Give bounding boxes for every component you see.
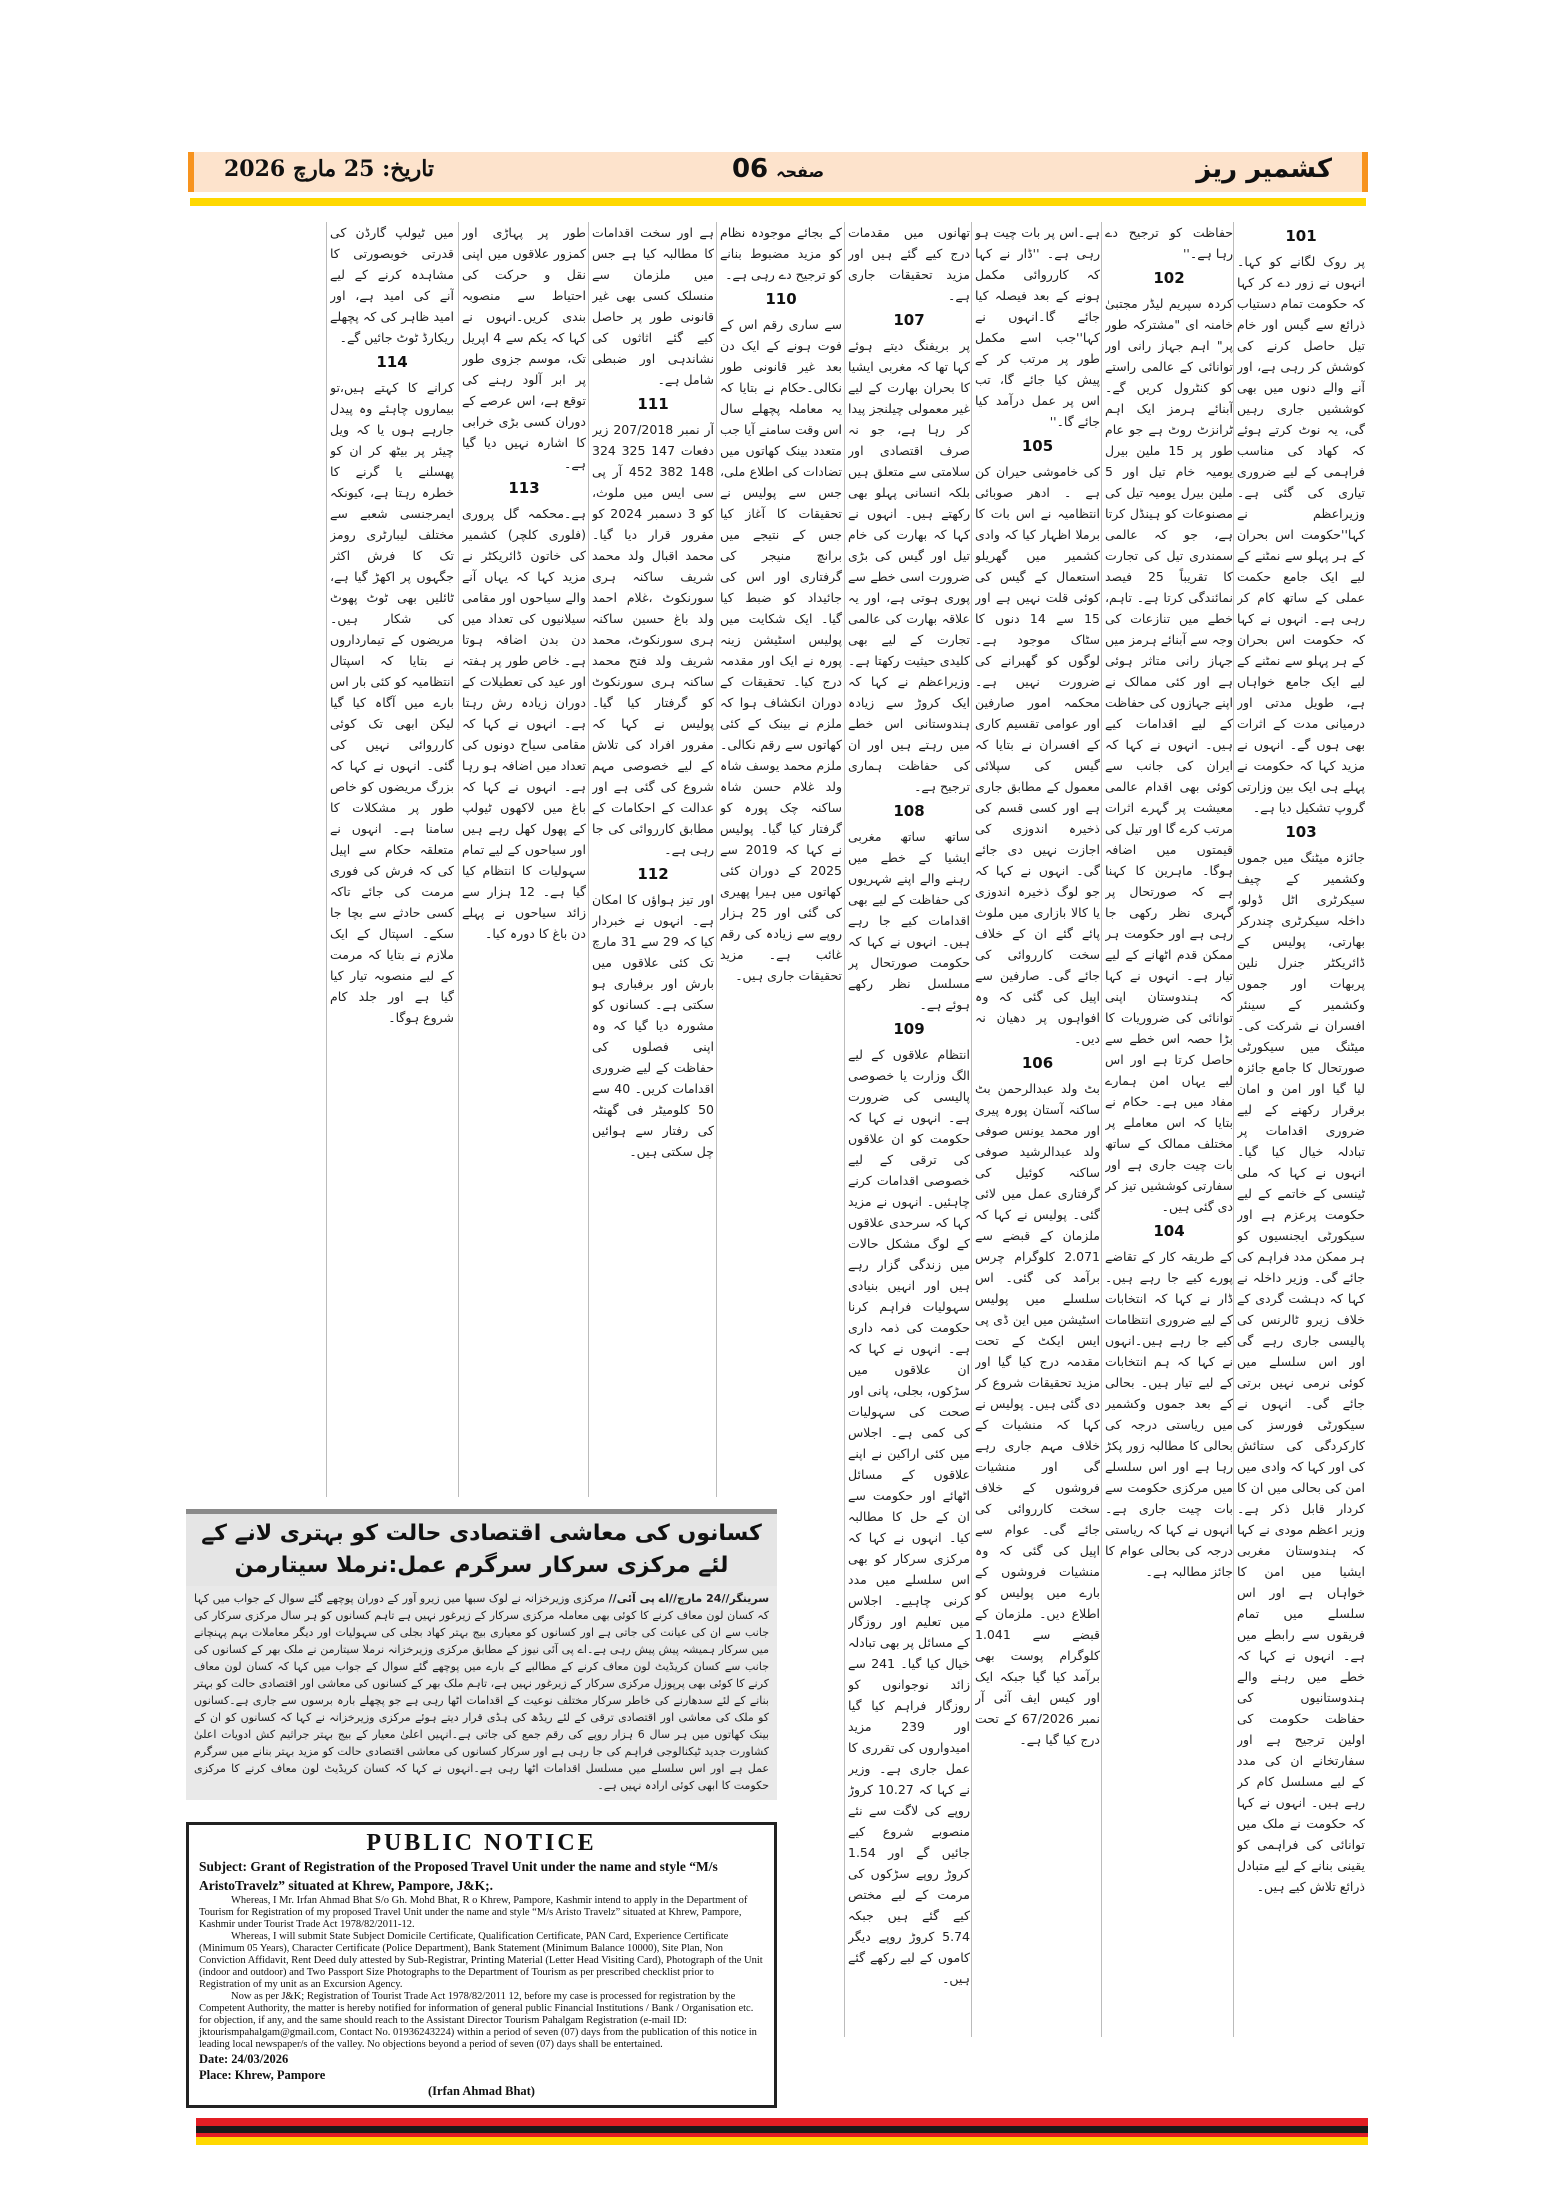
page-number (732, 154, 824, 184)
news-column (848, 222, 970, 2037)
news-column (330, 222, 454, 1497)
article-text: کے طریقہ کار کے تقاضے پورے کیے جا رہے ہیں۔ڈار نے کہا کہ انتخابات کے لیے ضروری انتظامات کیے جا رہے ہیں۔انہوں نے کہا کہ ہم انتخابات کے لیے تیار ہیں۔ بحالی کے بعد جموں وکشمیر میں ریاستی درجہ کی بحالی کا مطالبہ زور پکڑ رہا ہے اور اس سلسلے میں مرکزی حکومت سے بات چیت جاری ہے۔ انہوں نے کہا کہ ریاستی درجہ کی بحالی عوام کا جائز مطالبہ ہے۔ (1105, 1249, 1233, 1579)
lead-headline: کسانوں کی معاشی اقتصادی حالت کو بہتری لانے کے لئے مرکزی سرکار سرگرم عمل:نرملا سیتارمن (186, 1509, 777, 1586)
public-notice (186, 1822, 777, 2108)
news-column (720, 222, 842, 1497)
article-text: پر بریفنگ دیتے ہوئے کہا تھا کہ مغربی ایشیا کا بحران بھارت کے لیے غیر معمولی چیلنجز پیدا کر رہا ہے، جو نہ صرف اقتصادی اور سلامتی سے متعلق ہیں بلکہ انسانی پہلو بھی رکھتے ہیں۔ انہوں نے کہا کہ بھارت کی خام تیل اور گیس کی بڑی ضرورت اسی خطے سے پوری ہوتی ہے، اور یہ علاقہ بھارت کی عالمی تجارت کے لیے بھی کلیدی حیثیت رکھتا ہے۔ وزیراعظم نے کہا کہ ایک کروڑ سے زیادہ ہندوستانی اس خطے میں رہتے ہیں اور ان کی حفاظت ہماری ترجیح ہے۔ (848, 338, 970, 794)
notice-place: Place: Khrew, Pampore (199, 2068, 326, 2082)
article-number: 112 (637, 865, 669, 883)
column-divider (588, 222, 589, 1497)
article-number: 101 (1285, 227, 1317, 245)
article-text: جائزہ میٹنگ میں جموں وکشمیر کے چیف سیکرٹری اٹل ڈولو، داخلہ سیکرٹری چندرکر بھارتی، پولیس کے ڈائریکٹر جنرل نلین پربھات اور جموں وکشمیر کے سینئر افسران نے شرکت کی۔ میٹنگ میں سیکورٹی صورتحال کا جامع جائزہ لیا گیا اور امن و امان برقرار رکھنے کے لیے ضروری اقدامات پر تبادلہ خیال کیا گیا۔ انہوں نے کہا کہ ملی ٹینسی کے خاتمے کے لیے حکومت پرعزم ہے اور سیکورٹی ایجنسیوں کو ہر ممکن مدد فراہم کی جائے گی۔ وزیر داخلہ نے کہا کہ دہشت گردی کے خلاف زیرو ٹالرنس کی پالیسی جاری رہے گی اور اس سلسلے میں کوئی نرمی نہیں برتی جائے گی۔ انہوں نے سیکورٹی فورسز کی کارکردگی کی ستائش کی اور کہا کہ وادی میں امن کی بحالی میں ان کا کردار قابل ذکر ہے۔ وزیر اعظم مودی نے کہا کہ ہندوستان مغربی ایشیا میں امن کا خواہاں ہے اور اس سلسلے میں تمام فریقوں سے رابطے میں ہے۔ انہوں نے کہا کہ خطے میں رہنے والے ہندوستانیوں کی حفاظت حکومت کی اولین ترجیح ہے اور سفارتخانے ان کی مدد کے لیے مسلسل کام کر رہے ہیں۔ انہوں نے کہا کہ حکومت نے ملک میں توانائی کی فراہمی کو یقینی بنانے کے لیے متبادل ذرائع تلاش کیے ہیں۔ (1237, 850, 1365, 1894)
article-number: 114 (376, 353, 408, 371)
article-text: کے بجائے موجودہ نظام کو مزید مضبوط بنانے کو ترجیح دے رہی ہے۔ (720, 225, 842, 282)
header-divider (190, 198, 1366, 206)
notice-paragraph: Whereas, I will submit State Subject Domicile Certificate, Qualification Certificate, PAN Card, Experience Certificate (Minimum 05 Years), Character Certificate (Police Department), Bank Statement (Minimum Balance 10000), Site Plan, Non Conviction Affidavit, Rent Deed duly attested by Sub-Registrar, Printing Material (Letter Head Visiting Card), Photograph of the Unit (indoor and outdoor) and Two Passport Size Photographs to the Department of Tourism as per prescribed checklist prior to Registration of my unit as an Excursion Agency. (199, 1931, 763, 1990)
lead-and-notice-section (186, 1509, 777, 2108)
notice-signature: (Irfan Ahmad Bhat) (428, 2084, 535, 2098)
news-column (462, 222, 586, 1497)
notice-paragraph: Whereas, I Mr. Irfan Ahmad Bhat S/o Gh. Mohd Bhat, R o Khrew, Pampore, Kashmir intend to apply in the Department of Tourism for Registration of my proposed Travel Unit under the name and style “M/s Aristo Travelz” situated at Khrew, Pampore, Kashmir under Tourist Trade Act 1978/82/2011-12. (199, 1895, 748, 1930)
article-text: ساتھ ساتھ مغربی ایشیا کے خطے میں رہنے والے اپنے شہریوں کی حفاظت کے لیے بھی اقدامات کیے جا رہے ہیں۔ انہوں نے کہا کہ حکومت صورتحال پر مسلسل نظر رکھے ہوئے ہے۔ (848, 829, 970, 1012)
news-column (1237, 222, 1365, 2037)
article-number: 109 (893, 1020, 925, 1038)
article-number: 106 (1021, 1054, 1054, 1072)
column-divider (716, 222, 717, 1497)
page-header (188, 152, 1368, 192)
column-divider (326, 222, 327, 1497)
article-number: 110 (765, 290, 797, 308)
article-number: 111 (637, 395, 669, 413)
article-text: میں ٹیولپ گارڈن کی قدرتی خوبصورتی کا مشاہدہ کرنے کے لیے آنے کی امید ہے، اور امید ظاہر کی کہ پچھلے ریکارڈ ٹوٹ جائیں گے۔ (330, 225, 454, 345)
lead-story-body (186, 1586, 777, 1800)
footer-stripe-black (196, 2126, 1368, 2133)
footer-stripes (196, 2118, 1368, 2145)
lead-dateline: سرینگر//24 مارچ//اے پی آئی// (608, 1592, 770, 1605)
notice-paragraph: Now as per J&K; Registration of Tourist Trade Act 1978/82/2011 12, before my case is processed for registration by the Competent Authority, the matter is hereby notified for information of general public Financial Institutions / Bank / Organisation etc. for objection, if any, and the same should reach to the Assistant Director Tourism Pahalgam Registration (e-mail ID: jktourismpahalgam@gmail.com, Contact No. 01936243224) within a period of seven (07) days from the publication of this notice in leading local newspaper/s of the valley. No objections beyond a period of seven (07) days shall be entertained. (199, 1991, 757, 2050)
column-divider (1233, 222, 1234, 2037)
newspaper-name: کشمیر ریز (1196, 154, 1332, 184)
lead-body-text: مرکزی وزیرخزانہ نے لوک سبھا میں زیرو آور کے دوران پوچھے گئے سوال کے جواب میں کہا کہ کسان لون معاف کرنے کا کوئی بھی معاملہ مرکزی سرکار کے زیرغور نہیں ہے تاہم کسانوں کو ہر سال مرکزی سرکار کی جانب سے ان کی عیانت کی جاتی ہے اور کسانوں کو معیاری بیج بہتر کھاد بجلی کی سہولیات اور دیگر معاملات بہم پہنچانے میں سرکار ہمیشہ پیش پیش رہی ہے۔اے پی آئی نیوز کے مطابق مرکزی وزیرخزانہ نرملا سیتارمن نے ملک بھر کے کسانوں کی جانب سے کسان کریڈیٹ لون معاف کرنے کے مطالبے کے بارے میں پوچھے گئے سوال کے جواب میں کہا کہ کسان لون معاف کرنے کا کوئی بھی پرپوزل مرکزی سرکار کے زیرغور نہیں ہے، تاہم ملک بھر کے کسانوں کی معاشی اور اقتصادی حالت کو بہتر بنانے کے لئے سدھارنے کی خاطر سرکار مختلف نوعیت کے اقدامات اٹھا رہی ہے جو پچھلے بارہ برسوں سے جاری ہے۔کسانوں کو ملک کی معاشی اور اقتصادی ترقی کے لئے ریڈھ کی ہڈی قرار دیتے ہوئے مرکزی وزیرخزانہ نے کہا کہ کسانوں کو ان کے بینک کھاتوں میں ہر سال 6 ہزار روپے کی رقم جمع کی جاتی ہے۔انہیں اعلیٰ معیار کے بیج بہتر جراثیم کش ادویات اعلیٰ کشاورت جدید ٹیکنالوجی فراہم کی جا رہی ہے اور سرکار کسانوں کی معاشی اقتصادی حالت کو مزید بہتر بنانے میں سرگرم عمل ہے اور اس سلسلے میں مسلسل اقدامات اٹھا رہی ہے۔انہوں نے کہا کہ کسان کریڈیٹ لون معاف کرنے کا مرکزی حکومت کا ابھی کوئی ارادہ نہیں ہے۔ (194, 1592, 769, 1792)
page-number-value: 06 (731, 154, 769, 184)
footer-stripe-red (196, 2118, 1368, 2126)
article-text: ہے اور سخت اقدامات کا مطالبہ کیا ہے جس میں ملزمان سے منسلک کسی بھی غیر قانونی طور پر حاصل کیے گئے اثاثوں کی نشاندہی اور ضبطی شامل ہے۔ (592, 225, 714, 387)
article-number: 108 (893, 802, 925, 820)
article-text: اور تیز ہواؤں کا امکان ہے۔ انہوں نے خبردار کیا کہ 29 سے 31 مارچ تک کئی علاقوں میں بارش اور برفباری ہو سکتی ہے۔ کسانوں کو مشورہ دیا گیا کہ وہ اپنی فصلوں کی حفاظت کے لیے ضروری اقدامات کریں۔ 40 سے 50 کلومیٹر فی گھنٹہ کی رفتار سے ہوائیں چل سکتی ہیں۔ (592, 892, 714, 1159)
column-divider (458, 222, 459, 1497)
article-text: بٹ ولد عبدالرحمن بٹ ساکنہ آستان پورہ پیری اور محمد یونس صوفی ولد عبدالرشید صوفی ساکنہ کوئیل کی گرفتاری عمل میں لائی گئی۔ پولیس نے کہا کہ ملزمان کے قبضے سے 2.071 کلوگرام چرس برآمد کی گئی۔ اس سلسلے میں پولیس اسٹیشن میں این ڈی پی ایس ایکٹ کے تحت مقدمہ درج کیا گیا اور مزید تحقیقات شروع کر دی گئی ہیں۔ پولیس نے کہا کہ منشیات کے خلاف مہم جاری رہے گی اور منشیات فروشوں کے خلاف سخت کارروائی کی جائے گی۔ عوام سے اپیل کی گئی کہ وہ منشیات فروشوں کے بارے میں پولیس کو اطلاع دیں۔ ملزمان کے قبضے سے 1.041 کلوگرام پوست بھی برآمد کیا گیا جبکہ ایک اور کیس ایف آئی آر نمبر 67/2026 کے تحت درج کیا گیا ہے۔ (975, 1081, 1100, 1747)
notice-date: Date: 24/03/2026 (199, 2052, 289, 2066)
article-number: 105 (1021, 437, 1054, 455)
article-number: 104 (1153, 1222, 1185, 1240)
article-number: 113 (508, 479, 540, 497)
article-text: ہے۔محکمہ گل پروری (فلوری کلچر) کشمیر کی خاتون ڈائریکٹر نے مزید کہا کہ یہاں آنے والے سیاحوں اور مقامی سیلانیوں کی تعداد میں دن بدن اضافہ ہوتا ہے۔ خاص طور پر ہفتہ اور عید کی تعطیلات کے دوران زیادہ رش رہتا ہے۔ انہوں نے کہا کہ مقامی سیاح دونوں کی تعداد میں اضافہ ہو رہا ہے۔ انہوں نے کہا کہ باغ میں لاکھوں ٹیولپ کے پھول کھل رہے ہیں اور سیاحوں کے لیے تمام سہولیات کا انتظام کیا گیا ہے۔ 12 ہزار سے زائد سیاحوں نے پہلے دن باغ کا دورہ کیا۔ (462, 506, 586, 941)
article-number: 102 (1153, 269, 1185, 287)
article-text: انتظام علاقوں کے لیے الگ وزارت یا خصوصی پالیسی کی ضرورت ہے۔ انہوں نے کہا کہ حکومت کو ان علاقوں کی ترقی کے لیے خصوصی اقدامات کرنے چاہئیں۔ انہوں نے مزید کہا کہ سرحدی علاقوں کے لوگ مشکل حالات میں زندگی گزار رہے ہیں اور انہیں بنیادی سہولیات فراہم کرنا حکومت کی ذمہ داری ہے۔ انہوں نے کہا کہ ان علاقوں میں سڑکوں، بجلی، پانی اور صحت کی سہولیات کی کمی ہے۔ اجلاس میں کئی اراکین نے اپنے علاقوں کے مسائل اٹھائے اور حکومت سے ان کے حل کا مطالبہ کیا۔ انہوں نے کہا کہ مرکزی سرکار کو بھی اس سلسلے میں مدد کرنی چاہیے۔ اجلاس میں تعلیم اور روزگار کے مسائل پر بھی تبادلہ خیال کیا گیا۔ 241 سے زائد نوجوانوں کو روزگار فراہم کیا گیا اور 239 مزید امیدواروں کی تقرری کا عمل جاری ہے۔ وزیر نے کہا کہ 10.27 کروڑ روپے کی لاگت سے نئے منصوبے شروع کیے جائیں گے اور 1.54 کروڑ روپے سڑکوں کی مرمت کے لیے مختص کیے گئے ہیں جبکہ 5.74 کروڑ روپے دیگر کاموں کے لیے رکھے گئے ہیں۔ (848, 1047, 970, 1986)
article-number: 107 (893, 311, 925, 329)
news-column (1105, 222, 1233, 2037)
column-divider (844, 222, 845, 2037)
news-column (975, 222, 1100, 2037)
article-text: پر روک لگانے کو کہا۔انہوں نے زور دے کر کہا کہ حکومت تمام دستیاب ذرائع سے گیس اور خام تیل حاصل کرنے کی کوشش کر رہی ہے، اور آنے والے دنوں میں بھی کوششیں جاری رہیں گی، یہ نوٹ کرتے ہوئے کہ کھاد کی مناسب فراہمی کے لیے ضروری تیاری کی گئی ہے۔وزیراعظم نے کہا''حکومت اس بحران کے ہر پہلو سے نمٹنے کے لیے ایک جامع حکمت عملی کے ساتھ کام کر رہی ہے۔ انہوں نے کہا کہ حکومت اس بحران کے ہر پہلو سے نمٹنے کے لیے ایک جامع خواہاں ہے، طویل مدتی اور درمیانی مدت کے اثرات بھی ہوں گے۔ انہوں نے مزید کہا کہ حکومت نے پہلے ہی ایک بین وزارتی گروپ تشکیل دیا ہے۔ (1237, 254, 1365, 815)
article-text: آر نمبر 207/2018 زیر دفعات 147 325 324 148 382 452 آر پی سی ایس میں ملوث، کو 3 دسمبر 2024 کو مفرور قرار دیا گیا۔محمد اقبال ولد محمد شریف ساکنہ ہری سورنکوٹ ،غلام احمد ولد باغ حسین ساکنہ ہری سورنکوٹ، محمد شریف ولد فتح محمد ساکنہ ہری سورنکوٹ کو گرفتار کیا گیا۔ پولیس نے کہا کہ مفرور افراد کی تلاش کے لیے خصوصی مہم شروع کی گئی ہے اور عدالت کے احکامات کے مطابق کارروائی کی جا رہی ہے۔ (592, 422, 714, 857)
column-divider (1101, 222, 1102, 2037)
article-number: 103 (1285, 823, 1317, 841)
notice-subject: Subject: Grant of Registration of the Proposed Travel Unit under the name and style “M/s AristoTravelz” situated at Khrew, Pampore, J&K;. (199, 1859, 718, 1893)
article-text: حفاظت کو ترجیح دے رہا ہے۔'' (1105, 225, 1233, 261)
article-text: کرانے کا کہتے ہیں،تو بیماروں چاہئے وہ پیدل جارہے ہوں یا کہ ویل چیئر پر بیٹھ کر ان کو پھسلنے یا گرنے کا خطرہ رہتا ہے، کیونکہ ایمرجنسی شعبے سے مختلف لیبارٹری رومز تک کا فرش اکثر جگہوں پر اکھڑ گیا ہے، ٹائلیں بھی ٹوٹ پھوٹ کی شکار ہیں۔ مریضوں کے تیمارداروں نے بتایا کہ اسپتال انتظامیہ کو کئی بار اس بارے میں آگاہ کیا گیا لیکن ابھی تک کوئی کارروائی نہیں کی گئی۔ انہوں نے کہا کہ بزرگ مریضوں کو خاص طور پر مشکلات کا سامنا ہے۔ انہوں نے متعلقہ حکام سے اپیل کی کہ فرش کی فوری مرمت کی جائے تاکہ کسی حادثے سے بچا جا سکے۔ اسپتال کے ایک ملازم نے بتایا کہ مرمت کے لیے منصوبہ تیار کیا گیا ہے اور جلد کام شروع ہوگا۔ (330, 380, 454, 1025)
news-column (592, 222, 714, 1497)
article-text: کردہ سپریم لیڈر مجتبیٰ خامنہ ای "مشترکہ طور پر" اہم جہاز رانی اور توانائی کے عالمی راستے کو کنٹرول کریں گے۔ آبنائے ہرمز ایک اہم ٹرانزٹ روٹ ہے جو عام طور پر 15 ملین بیرل یومیہ خام تیل اور 5 ملین بیرل یومیہ تیل کی مصنوعات کو ہینڈل کرتا ہے، جو کہ عالمی سمندری تیل کی تجارت کا تقریباً 25 فیصد نمائندگی کرتا ہے۔ تاہم، خطے میں تنازعات کی وجہ سے آبنائے ہرمز میں جہاز رانی متاثر ہوئی ہے اور کئی ممالک نے اپنے جہازوں کی حفاظت کے لیے اقدامات کیے ہیں۔ انہوں نے کہا کہ ایران کی جانب سے کوئی بھی اقدام عالمی معیشت پر گہرے اثرات مرتب کرے گا اور تیل کی قیمتوں میں اضافہ ہوگا۔ ماہرین کا کہنا ہے کہ صورتحال پر گہری نظر رکھی جا رہی ہے اور حکومت ہر ممکن قدم اٹھانے کے لیے تیار ہے۔ انہوں نے کہا کہ ہندوستان اپنی توانائی کی ضروریات کا بڑا حصہ اس خطے سے حاصل کرتا ہے اور اس لیے یہاں امن ہمارے مفاد میں ہے۔ حکام نے بتایا کہ اس معاملے پر مختلف ممالک کے ساتھ بات چیت جاری ہے اور سفارتی کوششیں تیز کر دی گئی ہیں۔ (1105, 296, 1233, 1214)
article-text: ہے۔اس پر بات چیت ہو رہی ہے۔ ''ڈار نے کہا کہ کارروائی مکمل ہونے کے بعد فیصلہ کیا جائے گا۔انہوں نے کہا''جب اسے مکمل طور پر مرتب کر کے پیش کیا جائے گا، تب اس پر عمل درآمد کیا جائے گا۔'' (975, 225, 1100, 429)
article-text: سے ساری رقم اس کے فوت ہونے کے ایک دن بعد غیر قانونی طور نکالی۔حکام نے بتایا کہ یہ معاملہ پچھلے سال اس وقت سامنے آیا جب متعدد بینک کھاتوں میں تضادات کی اطلاع ملی، جس سے پولیس نے تحقیقات کا آغاز کیا جس کے نتیجے میں برانچ منیجر کی گرفتاری اور اس کی جائیداد کو ضبط کیا گیا۔ ایک شکایت میں پولیس اسٹیشن زینہ پورہ نے ایک اور مقدمہ درج کیا۔ تحقیقات کے دوران انکشاف ہوا کہ ملزم نے بینک کے کئی کھاتوں سے رقم نکالی۔ ملزم محمد یوسف شاہ ولد غلام حسن شاہ ساکنہ چک پورہ کو گرفتار کیا گیا۔ پولیس نے کہا کہ 2019 سے 2025 کے دوران کئی کھاتوں میں ہیرا پھیری کی گئی اور 25 ہزار روپے سے زیادہ کی رقم غائب ہے۔ مزید تحقیقات جاری ہیں۔ (720, 317, 842, 983)
footer-stripe-yellow (196, 2137, 1368, 2145)
issue-date: تاریخ: 25 مارچ 2026 (224, 156, 435, 182)
page-label: صفحہ (776, 162, 825, 181)
notice-title: PUBLIC NOTICE (366, 1830, 597, 1856)
column-divider (971, 222, 972, 2037)
article-text: کی خاموشی حیران کن ہے ۔ ادھر صوبائی انتظامیہ نے اس بات کا برملا اظہار کیا کہ وادی کشمیر میں گھریلو استعمال کے گیس کی کوئی قلت نہیں ہے اور 15 سے 14 دنوں کا سٹاک موجود ہے۔ لوگوں کو گھبرانے کی ضرورت نہیں ہے۔ محکمہ امور صارفین اور عوامی تقسیم کاری کے افسران نے بتایا کہ گیس کی سپلائی معمول کے مطابق جاری ہے اور کسی قسم کی ذخیرہ اندوزی کی اجازت نہیں دی جائے گی۔ انہوں نے کہا کہ جو لوگ ذخیرہ اندوزی یا کالا بازاری میں ملوث پائے گئے ان کے خلاف سخت کارروائی کی جائے گی۔ صارفین سے اپیل کی گئی کہ وہ افواہوں پر دھیان نہ دیں۔ (975, 464, 1100, 1046)
article-text: تھانوں میں مقدمات درج کیے گئے ہیں اور مزید تحقیقات جاری ہے۔ (848, 225, 970, 303)
article-text: طور پر پہاڑی اور کمزور علاقوں میں اپنی نقل و حرکت کی احتیاط سے منصوبہ بندی کریں۔انہوں نے کہا کہ یکم سے 4 اپریل تک، موسم جزوی طور پر ابر آلود رہنے کی توقع ہے، اس عرصے کے دوران کسی بڑی خرابی کا اشارہ نہیں دیا گیا ہے۔ (462, 225, 586, 471)
